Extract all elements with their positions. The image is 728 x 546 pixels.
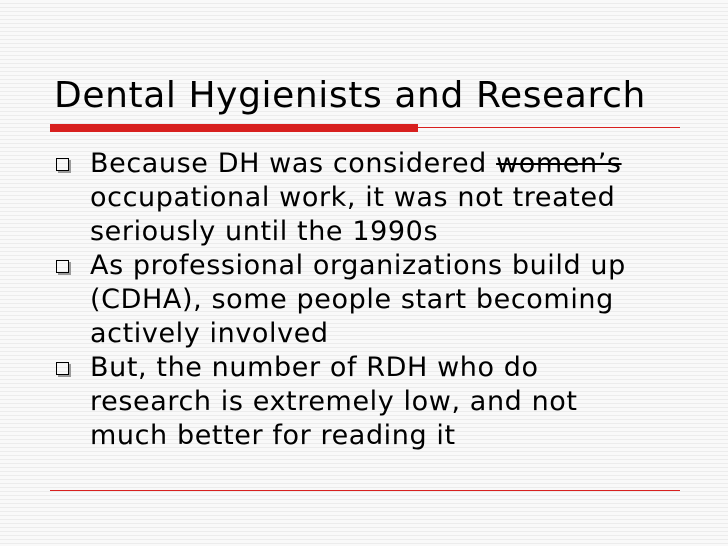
bullet-line: (CDHA), some people start becoming	[90, 284, 614, 315]
square-bullet-icon	[56, 158, 69, 171]
title-underline-thick	[50, 124, 418, 132]
struck-text: women’s	[496, 148, 622, 179]
bullet-line: seriously until the 1990s	[90, 216, 439, 247]
bullet-line: But, the number of RDH who do	[90, 352, 539, 383]
square-bullet-icon	[56, 260, 69, 273]
bullet-text: Because DH was considered	[90, 148, 497, 179]
square-bullet-icon	[56, 362, 69, 375]
bullet-item	[56, 249, 676, 351]
bullet-line: actively involved	[90, 318, 329, 349]
title-underline-thin	[418, 127, 680, 128]
bullet-line: As professional organizations build up	[90, 250, 626, 281]
bullet-item	[56, 351, 676, 453]
bullet-line: occupational work, it was not treated	[90, 182, 616, 213]
bullet-line	[90, 147, 676, 181]
bullet-list	[56, 147, 676, 453]
footer-rule	[50, 490, 680, 491]
bullet-item	[56, 147, 676, 249]
slide-title: Dental Hygienists and Research	[54, 75, 646, 116]
bullet-line: research is extremely low, and not	[90, 386, 578, 417]
bullet-line: much better for reading it	[90, 420, 456, 451]
